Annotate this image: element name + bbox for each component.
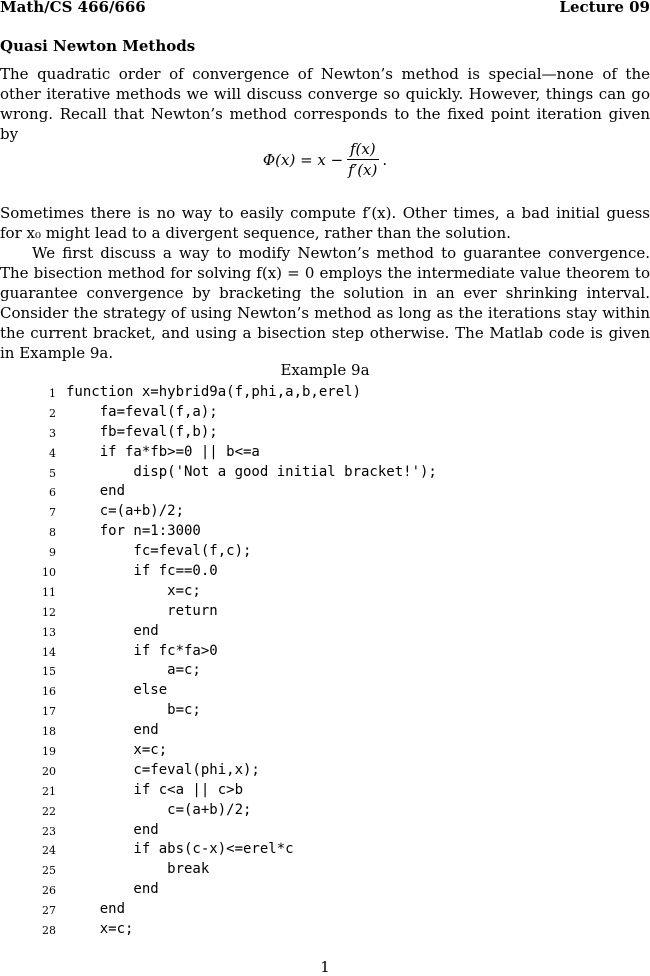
code-text: fc=feval(f,c); bbox=[66, 543, 252, 560]
code-text: end bbox=[66, 901, 126, 918]
code-line bbox=[0, 522, 650, 542]
example-label: Example 9a bbox=[280, 361, 370, 379]
code-line bbox=[0, 920, 650, 940]
line-number: 25 bbox=[42, 864, 56, 878]
line-number: 2 bbox=[49, 406, 56, 420]
code-line bbox=[0, 642, 650, 662]
code-text: fb=feval(f,b); bbox=[66, 423, 218, 440]
line-number: 10 bbox=[42, 566, 56, 580]
line-number: 1 bbox=[49, 387, 56, 400]
line-number: 21 bbox=[42, 784, 56, 798]
line-number: 11 bbox=[42, 585, 56, 599]
lecture-header: Lecture 09 bbox=[559, 0, 650, 16]
code-line bbox=[0, 860, 650, 880]
code-line bbox=[0, 900, 650, 920]
code-line bbox=[0, 542, 650, 562]
code-text: end bbox=[66, 622, 159, 639]
code-line bbox=[0, 482, 650, 502]
line-number: 13 bbox=[42, 625, 56, 639]
code-line bbox=[0, 622, 650, 642]
code-text: end bbox=[66, 483, 126, 500]
line-number: 18 bbox=[42, 725, 56, 739]
code-line bbox=[0, 403, 650, 423]
code-text: end bbox=[66, 821, 159, 838]
code-line bbox=[0, 602, 650, 622]
code-text: x=c; bbox=[66, 921, 134, 938]
code-text: if c<a || c>b bbox=[66, 781, 244, 798]
code-text: c=feval(phi,x); bbox=[66, 761, 260, 778]
line-number: 24 bbox=[42, 844, 56, 858]
code-text: if fc==0.0 bbox=[66, 563, 218, 580]
code-text: fa=feval(f,a); bbox=[66, 403, 218, 420]
code-text: if abs(c-x)<=erel*c bbox=[66, 841, 294, 858]
code-line bbox=[0, 821, 650, 841]
code-line bbox=[0, 681, 650, 701]
course-header: Math/CS 466/666 bbox=[0, 0, 146, 16]
formula-fraction bbox=[345, 140, 380, 179]
code-line bbox=[0, 582, 650, 602]
code-line bbox=[0, 741, 650, 761]
line-number: 23 bbox=[42, 824, 56, 838]
section-title: Quasi Newton Methods bbox=[0, 37, 196, 55]
formula-period: . bbox=[382, 150, 388, 169]
code-line bbox=[0, 383, 650, 403]
code-line bbox=[0, 701, 650, 721]
line-number: 17 bbox=[42, 705, 56, 719]
line-number: 15 bbox=[42, 665, 56, 679]
line-number: 20 bbox=[42, 764, 56, 778]
paragraph-intro: The quadratic order of convergence of Newton’s method is special—none of the other iterative methods we will discuss converge so quickly. However, things can go wrong. Recall that Newton’s method corresponds to the fixed point iteration given by bbox=[0, 65, 650, 143]
line-number: 27 bbox=[42, 904, 56, 918]
line-number: 19 bbox=[42, 745, 56, 759]
formula-lhs: Φ(x) = x − bbox=[262, 150, 344, 169]
code-text: b=c; bbox=[66, 702, 201, 719]
code-text: c=(a+b)/2; bbox=[66, 801, 252, 818]
code-text: return bbox=[66, 602, 218, 619]
code-text: break bbox=[66, 861, 210, 878]
line-number: 4 bbox=[49, 446, 56, 460]
line-number: 22 bbox=[42, 804, 56, 818]
code-text: else bbox=[66, 682, 168, 699]
code-line bbox=[0, 761, 650, 781]
code-line bbox=[0, 781, 650, 801]
code-line bbox=[0, 562, 650, 582]
code-text: x=c; bbox=[66, 742, 168, 759]
code-text: if fa*fb>=0 || b<=a bbox=[66, 443, 260, 460]
paragraph-divergence: Sometimes there is no way to easily compute f′(x). Other times, a bad initial guess for x₀ might lead to a divergent sequence, rather than the solution. bbox=[0, 204, 650, 242]
line-number: 14 bbox=[42, 645, 56, 659]
line-number: 26 bbox=[42, 884, 56, 898]
code-text: disp('Not a good initial bracket!'); bbox=[66, 463, 437, 480]
formula-denominator: f′(x) bbox=[348, 161, 378, 179]
line-number: 3 bbox=[49, 426, 56, 440]
code-line bbox=[0, 721, 650, 741]
paragraph-bisection: We first discuss a way to modify Newton’s method to guarantee convergence. The bisection method for solving f(x) = 0 employs the intermediate value theorem to guarantee convergence by bracketing the solution in an ever shrinking interval. Consider the strategy of using Newton’s method as long as the iterations stay within the current bracket, and using a bisection step otherwise. The Matlab code is given in Example 9a. bbox=[0, 244, 650, 362]
phi-formula bbox=[0, 140, 650, 179]
code-line bbox=[0, 463, 650, 483]
code-text: a=c; bbox=[66, 662, 201, 679]
code-line bbox=[0, 502, 650, 522]
code-text: end bbox=[66, 722, 159, 739]
code-text: end bbox=[66, 881, 159, 898]
code-text: for n=1:3000 bbox=[66, 523, 201, 540]
code-line bbox=[0, 443, 650, 463]
code-text: function x=hybrid9a(f,phi,a,b,erel) bbox=[66, 384, 362, 400]
line-number: 7 bbox=[49, 506, 56, 520]
code-line bbox=[0, 801, 650, 821]
line-number: 28 bbox=[42, 924, 56, 938]
line-number: 12 bbox=[42, 605, 56, 619]
code-text: if fc*fa>0 bbox=[66, 642, 218, 659]
line-number: 8 bbox=[49, 526, 56, 540]
line-number: 5 bbox=[49, 466, 56, 480]
formula-numerator: f(x) bbox=[347, 140, 379, 160]
line-number: 16 bbox=[42, 685, 56, 699]
code-line bbox=[0, 661, 650, 681]
line-number: 9 bbox=[49, 546, 56, 560]
code-text: x=c; bbox=[66, 582, 201, 599]
code-text: c=(a+b)/2; bbox=[66, 503, 185, 520]
code-line bbox=[0, 880, 650, 900]
line-number: 6 bbox=[49, 486, 56, 500]
code-listing bbox=[0, 383, 650, 940]
page-number: 1 bbox=[320, 958, 330, 976]
code-line bbox=[0, 840, 650, 860]
code-line bbox=[0, 423, 650, 443]
